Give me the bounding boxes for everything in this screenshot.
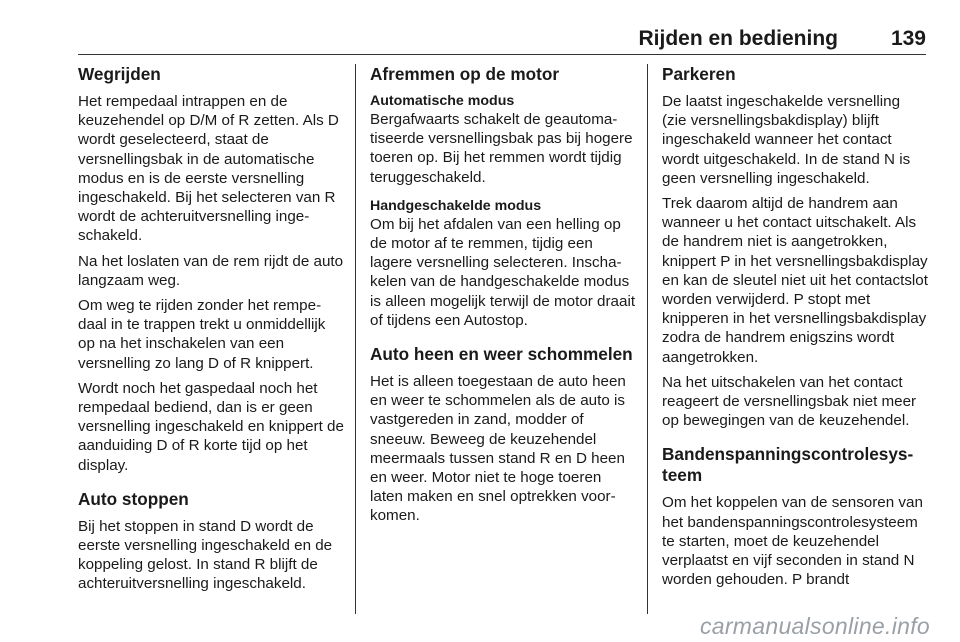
paragraph: Om weg te rijden zonder het rempedaal in te trappen trekt u onmiddellijk op na het inschakelen van een versnelling zo lang D of R knippert. <box>78 297 326 372</box>
column-divider <box>647 64 648 614</box>
page-header <box>78 20 926 55</box>
section-heading: Bandenspanningscontrolesysteem <box>662 444 914 486</box>
column-2 <box>370 64 636 532</box>
section-heading: Afremmen op de motor <box>370 64 560 84</box>
page-number: 139 <box>890 27 926 50</box>
watermark: carmanualsonline.info <box>699 613 930 639</box>
paragraph: De laatst ingeschakelde versnelling (zie versnellingsbakdisplay) blijft ingeschakeld wanneer het contact wordt uitgeschakeld. In de stand N is geen versnelling ingeschakeld. <box>662 93 911 187</box>
section-heading: Auto heen en weer schommelen <box>370 344 633 365</box>
column-divider <box>355 64 356 614</box>
paragraph: Om het koppelen van de sensoren van het bandenspanningscontrolesysteem te starten, moet de keuzehendel verplaatst en vijf seconden in stand N worden gehouden. P brandt <box>662 494 923 589</box>
section-heading: Auto stoppen <box>78 488 189 509</box>
section-heading: Parkeren <box>662 64 736 84</box>
paragraph: Bij het stoppen in stand D wordt de eerste versnelling ingeschakeld en de koppeling gelost. In stand R blijft de achteruitversnelling ingeschakeld. <box>78 517 333 593</box>
section-heading: Wegrijden <box>78 64 161 84</box>
paragraph: Het is alleen toegestaan de auto heen en weer te schommelen als de auto is vastgereden in zand, modder of sneeuw. Beweeg de keuzehendel meermaals tussen stand R en D heen en weer. Motor niet te hoge toeren laten maken en snel optrekken voorkomen. <box>370 373 626 525</box>
paragraph: Om bij het afdalen van een helling op de motor af te remmen, tijdig een lagere versnelling selecteren. Inschakelen van de handgeschakelde modus is alleen mogelijk terwijl de motor draait of tijdens een Autostop. <box>370 215 636 329</box>
chapter-title: Rijden en bediening <box>638 27 838 50</box>
paragraph: Bergafwaarts schakelt de geautomatiseerde versnellingsbak pas bij hogere toeren op. Bij het remmen wordt tijdig teruggeschakeld. <box>370 111 633 186</box>
paragraph: Na het uitschakelen van het contact reageert de versnellingsbak niet meer op bewegingen van de keuzehendel. <box>662 373 917 430</box>
paragraph: Het rempedaal intrappen en de keuzehendel op D/M of R zetten. Als D wordt geselecteerd, staat de versnellingsbak in de automatische modus en is de eerste versnelling ingeschakeld. Bij het selecteren van R wordt de achteruitversnelling ingeschakeld. <box>78 93 339 245</box>
paragraph: Na het loslaten van de rem rijdt de auto langzaam weg. <box>78 252 344 289</box>
paragraph: Trek daarom altijd de handrem aan wanneer u het contact uitschakelt. Als de handrem niet is aangetrokken, knippert P in het versnellingsbakdisplay en kan de sleutel niet uit het contactslot worden verwijderd. P stopt met knipperen in het versnellingsbakdisplay zodra de handrem enigszins wordt aangetrokken. <box>662 195 928 366</box>
column-1 <box>78 64 344 600</box>
column-3 <box>662 64 928 595</box>
subsection-heading: Automatische modus <box>370 93 515 109</box>
subsection-heading: Handgeschakelde modus <box>370 197 542 214</box>
paragraph: Wordt noch het gaspedaal noch het rempedaal bediend, dan is er geen versnelling ingeschakeld en knippert de aanduiding D of R korte tijd op het display. <box>78 379 344 474</box>
